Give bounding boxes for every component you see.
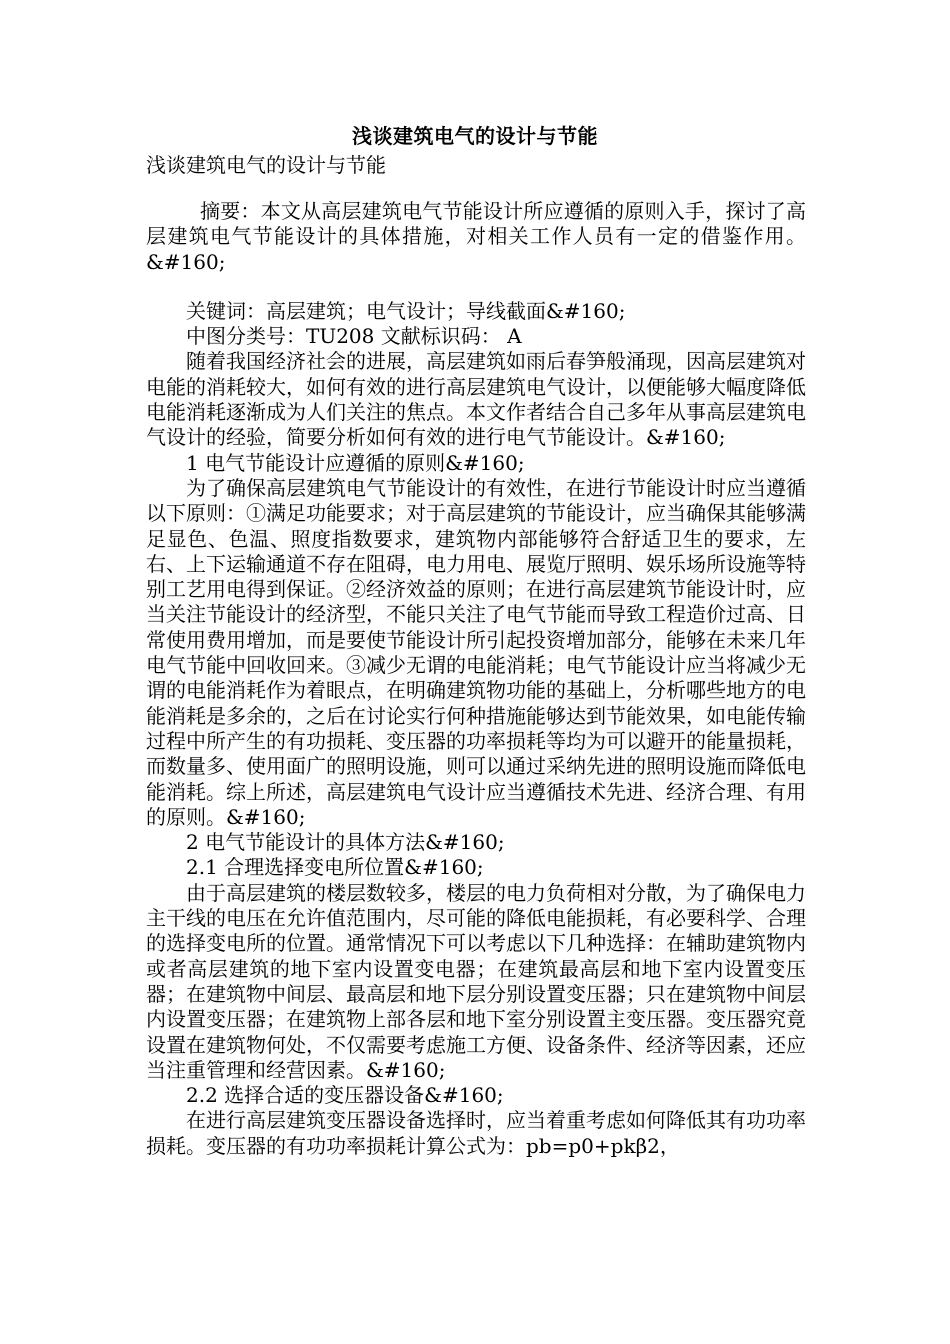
- abstract-paragraph: 摘要：本文从高层建筑电气节能设计所应遵循的原则入手，探讨了高层建筑电气节能设计的具体措施，对相关工作人员有一定的借鉴作用。&#160;: [146, 199, 806, 274]
- section-2-1-heading: 2.1 合理选择变电所位置&#160;: [186, 855, 484, 880]
- keywords-line: 关键词：高层建筑；电气设计；导线截面&#160;: [186, 298, 626, 323]
- classification-line: 中图分类号：TU208 文献标识码： A: [186, 324, 522, 349]
- document-title: 浅谈建筑电气的设计与节能: [352, 124, 598, 148]
- document-subtitle: 浅谈建筑电气的设计与节能: [146, 153, 386, 177]
- section-1-paragraph: 为了确保高层建筑电气节能设计的有效性，在进行节能设计时应当遵循以下原则：①满足功能要求；对于高层建筑的节能设计，应当确保其能够满足显色、色温、照度指数要求，建筑物内部能够符合舒适卫生的要求，左右、上下运输通道不存在阻碍，电力用电、展览厅照明、娱乐场所设施等特别工艺用电得到保证。②经济效益的原则；在进行高层建筑节能设计时，应当关注节能设计的经济型，不能只关注了电气节能而导致工程造价过高、日常使用费用增加，而是要使节能设计所引起投资增加部分，能够在未来几年电气节能中回收回来。③减少无谓的电能消耗；电气节能设计应当将减少无谓的电能消耗作为着眼点，在明确建筑物功能的基础上，分析哪些地方的电能消耗是多余的，之后在讨论实行何种措施能够达到节能效果，如电能传输过程中所产生的有功损耗、变压器的功率损耗等均为可以避开的能量损耗，而数量多、使用面广的照明设施，则可以通过采纳先进的照明设施而降低电能消耗。综上所述，高层建筑电气设计应当遵循技术先进、经济合理、有用的原则。&#160;: [146, 475, 806, 829]
- section-2-2-heading: 2.2 选择合适的变压器设备&#160;: [186, 1083, 504, 1108]
- intro-paragraph: 随着我国经济社会的进展，高层建筑如雨后春笋般涌现，因高层建筑对电能的消耗较大，如何有效的进行高层建筑电气设计，以便能够大幅度降低电能消耗逐渐成为人们关注的焦点。本文作者结合自己多年从事高层建筑电气设计的经验，简要分析如何有效的进行电气节能设计。&#160;: [146, 349, 806, 450]
- section-2-1-paragraph: 由于高层建筑的楼层数较多，楼层的电力负荷相对分散，为了确保电力主干线的电压在允许值范围内，尽可能的降低电能损耗，有必要科学、合理的选择变电所的位置。通常情况下可以考虑以下几种选择：在辅助建筑物内或者高层建筑的地下室内设置变电器；在建筑最高层和地下室内设置变压器；在建筑物中间层、最高层和地下层分别设置变压器；只在建筑物中间层内设置变压器；在建筑物上部各层和地下室分别设置主变压器。变压器究竟设置在建筑物何处，不仅需要考虑施工方便、设备条件、经济等因素，还应当注重管理和经营因素。&#160;: [146, 880, 806, 1082]
- document-body: [146, 199, 806, 1159]
- section-2-2-paragraph: 在进行高层建筑变压器设备选择时，应当着重考虑如何降低其有功功率损耗。变压器的有功功率损耗计算公式为：pb=p0+pkβ2，: [146, 1108, 806, 1158]
- section-1-heading: 1 电气节能设计应遵循的原则&#160;: [186, 450, 525, 475]
- section-2-heading: 2 电气节能设计的具体方法&#160;: [186, 830, 505, 855]
